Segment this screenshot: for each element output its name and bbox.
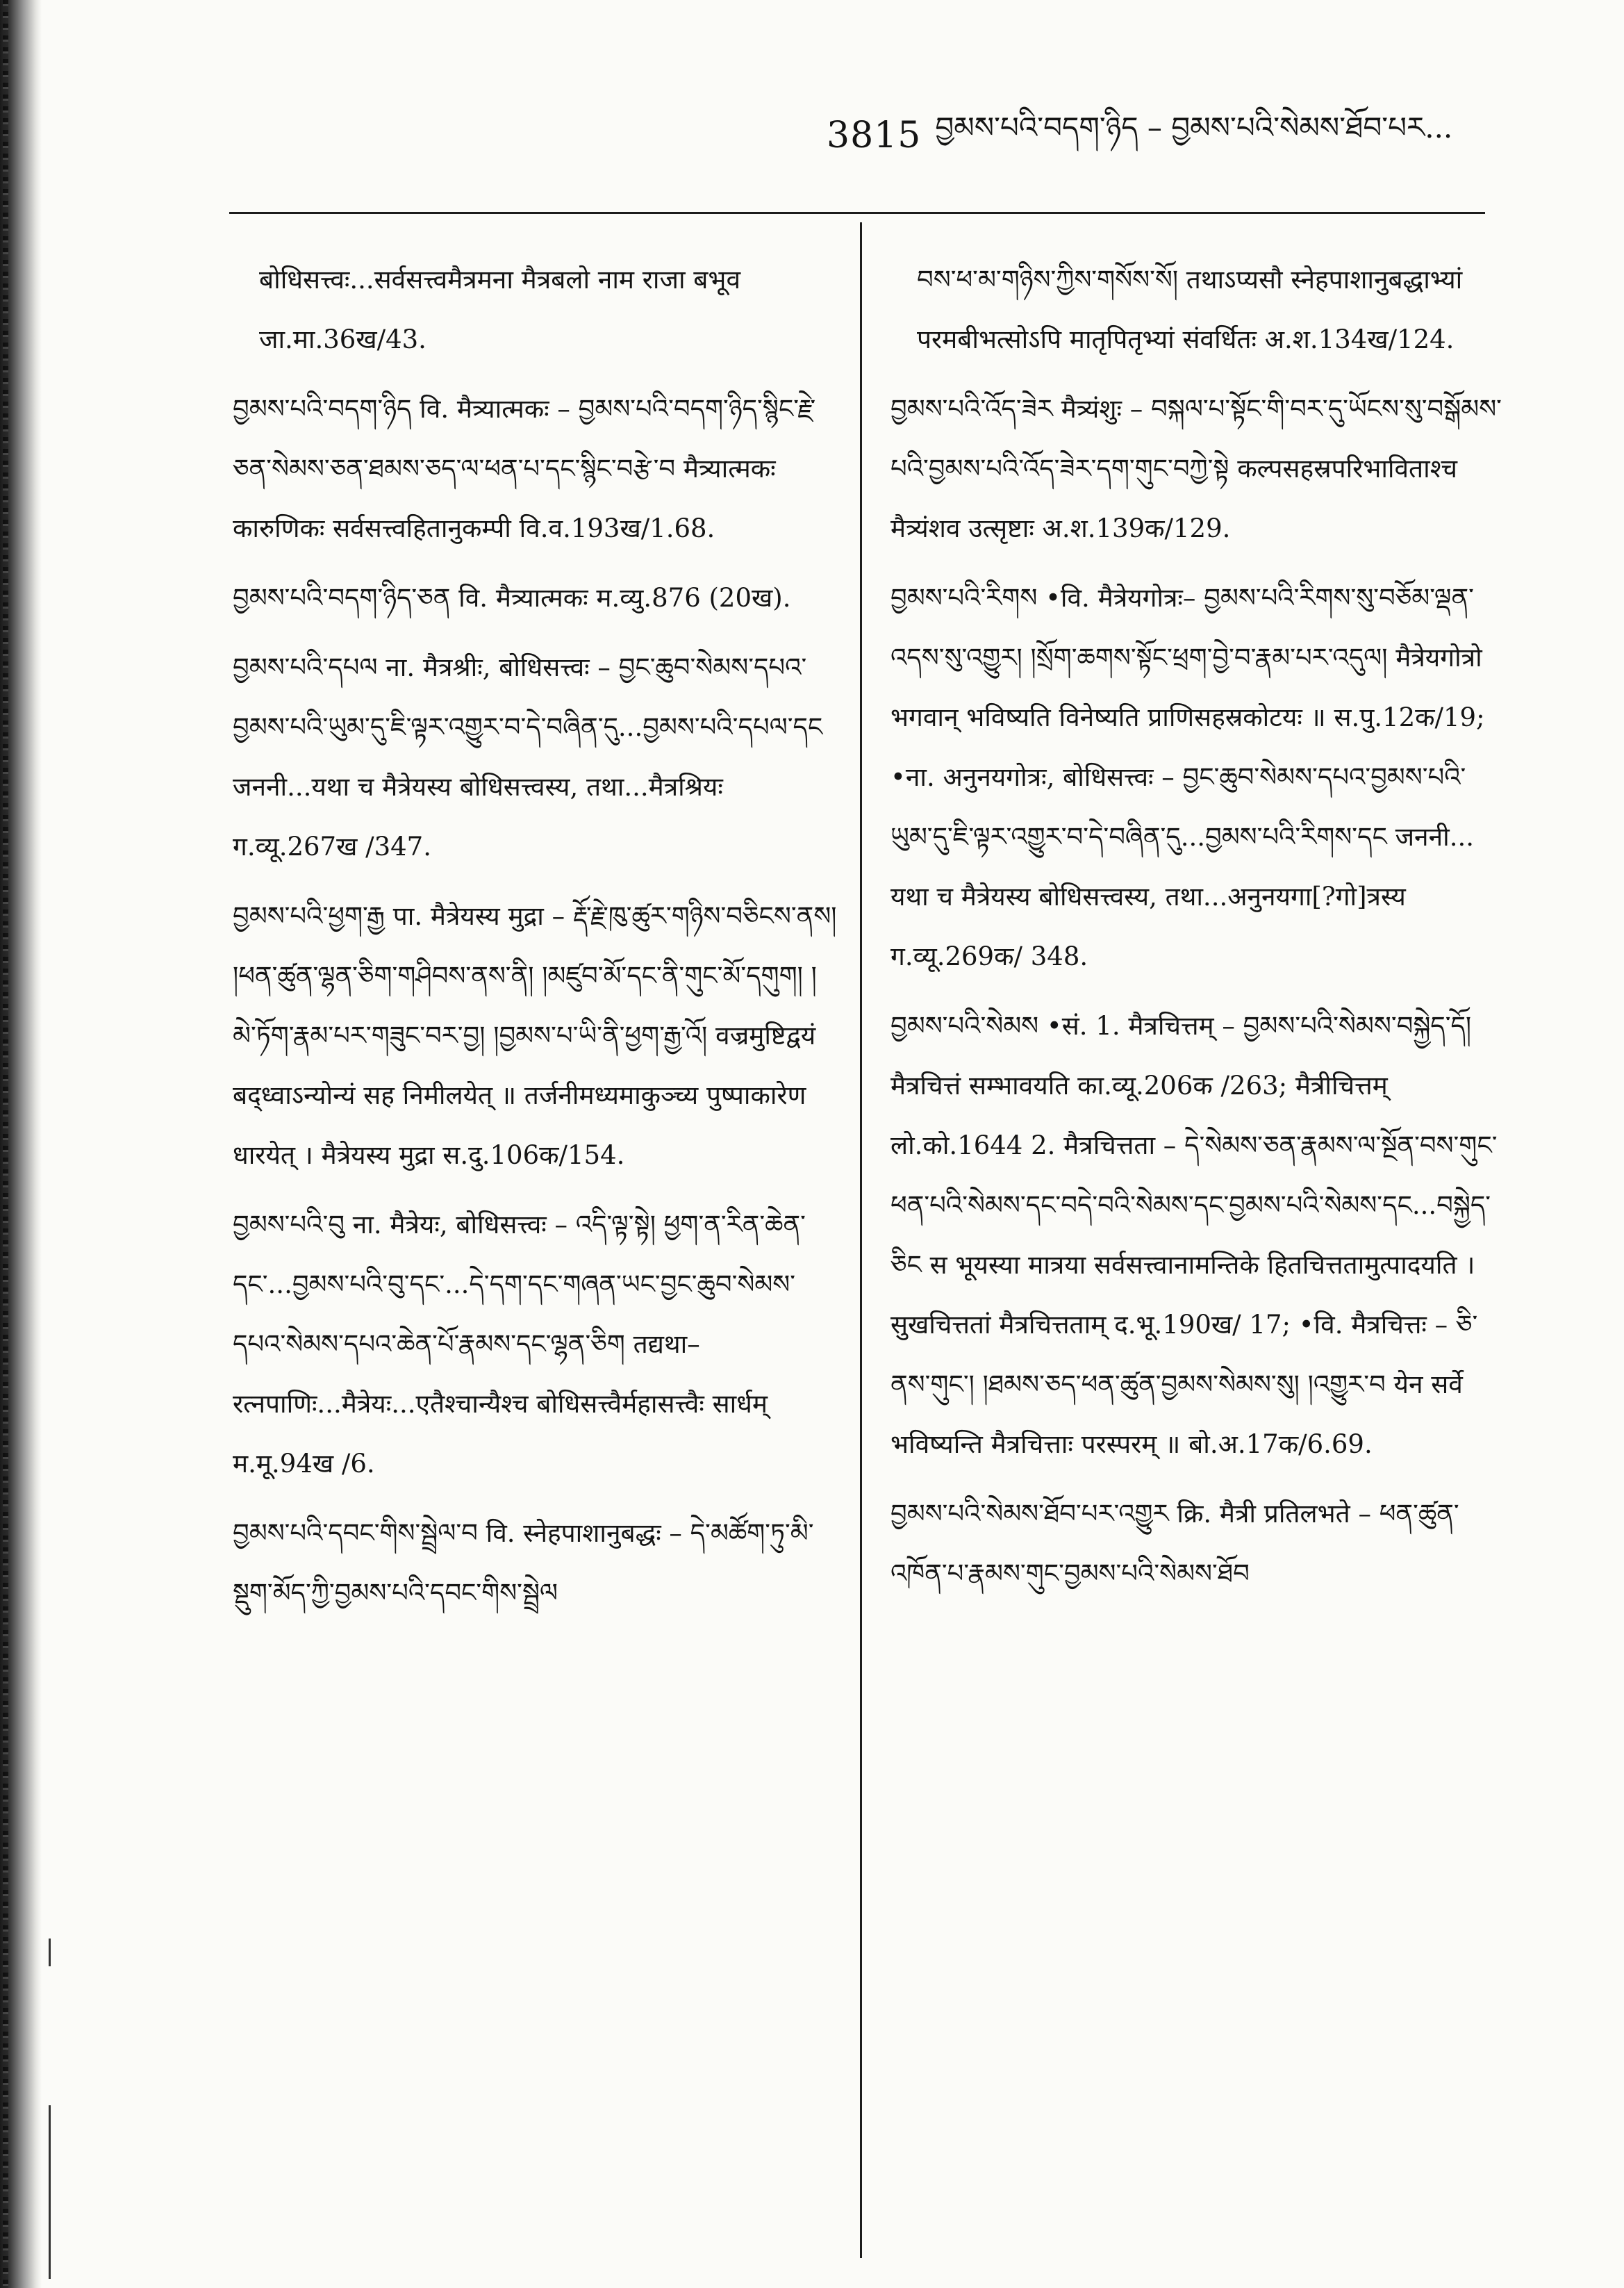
book-binding-shadow [0,0,42,2288]
column-divider [860,222,862,2258]
dictionary-entry [233,1504,837,1623]
dictionary-entry [890,568,1502,987]
entry-text: བྱམས་པའི་འོད་ཟེར मैत्र्यंशुः – བསྐལ་པ་སྟོང་གི་བར་དུ་ཡོངས་སུ་བསྒོམས་པའི་བྱམས་པའི་འོད་ཟེར་དག་གུང་བཀྱེ་སྟེ कल्पसहस्रपरिभाविताश्च मैत्र्यंशव उत्सृष्टाः अ.श.139क/129. [890,394,1502,543]
entry-text: བྱམས་པའི་སེམས་ཐོབ་པར་འགྱུར क्रि. मैत्री प्रतिलभते – ཕན་ཚུན་འཁོན་པ་རྣམས་གུང་བྱམས་པའི་སེམས་ཐོབ [890,1499,1459,1588]
entry-text: བྱམས་པའི་བདག་ཉིད वि. मैत्र्यात्मकः – བྱམས་པའི་བདག་ཉིད་སྙིང་རྗེ་ཅན་སེམས་ཅན་ཐམས་ཅད་ལ་ཕན་པ་དང་སྙིང་བརྩེ་བ मैत्र्यात्मकः कारुणिकः सर्वसत्त्वहितानुकम्पी वि.व.193ख/1.68. [233,394,816,543]
page-number: 3815 [827,115,922,156]
entry-text: བྱམས་པའི་རིགས •वि. मैत्रेयगोत्रः– བྱམས་པའི་རིགས་སུ་བཅོམ་ལྡན་འདས་སུ་འགྱུར། །སྲོག་ཆགས་སྟོང་ཕྲག་བྱེ་བ་རྣམ་པར་འདུལ། मैत्रेयगोत्रो भगवान् भविष्यति विनेष्यति प्राणिसहस्रकोटयः ॥ स.पु.12क/19; •ना. अनुनयगोत्रः, बोधिसत्त्वः – བྱང་ཆུབ་སེམས་དཔའ་བྱམས་པའི་ཡུམ་དུ་ཇི་ལྟར་འགྱུར་བ་དེ་བཞིན་དུ...བྱམས་པའི་རིགས་དང जननी... यथा च मैत्रेयस्य बोधिसत्त्वस्य, तथा...अनुनयगा[?गो]त्रस्य ग.व्यू.269क/ 348. [890,583,1485,971]
dictionary-entry [233,250,837,370]
dictionary-entry [890,1484,1502,1604]
entry-text: བྱམས་པའི་བདག་ཉིད་ཅན वि. मैत्र्यात्मकः म.व्यु.876 (20ख). [233,583,791,613]
running-head: བྱམས་པའི་བདག་ཉིད – བྱམས་པའི་སེམས་ཐོབ་པར... [935,110,1453,145]
dictionary-entry [233,887,837,1185]
left-column [233,250,837,2265]
dictionary-entry [233,379,837,559]
scan-mark [49,2105,51,2279]
entry-text: བྱམས་པའི་དབང་གིས་སྦྲེལ་བ वि. स्नेहपाशानुबद्धः – དེ་མཚོག་ཏུ་མི་སྡུག་མོད་ཀྱི་བྱམས་པའི་དབང་གིས་སྦྲེལ [233,1518,814,1608]
entry-text: བྱམས་པའི་ཕྱག་རྒྱ पा. मैत्रेयस्य मुद्रा – རྡོ་རྗེ་ཁུ་ཚུར་གཉིས་བཅིངས་ནས། །ཕན་ཚུན་ལྷན་ཅིག་གཤིབས་ནས་ནི། །མཛུབ་མོ་དང་ནི་གུང་མོ་དགུག། །མེ་ཏོག་རྣམ་པར་གཟུང་བར་བྱ། །བྱམས་པ་ཡི་ནི་ཕྱག་རྒྱ་འོ། वज्रमुष्टिद्वयं बद्ध्वाऽन्योन्यं सह निमीलयेत् ॥ तर्जनीमध्यमाकुञ्च्य पुष्पाकारेण धारयेत् । मैत्रेयस्य मुद्रा स.दु.106क/154. [233,901,837,1170]
entry-text: བྱམས་པའི་དཔལ ना. मैत्रश्रीः, बोधिसत्त्वः – བྱང་ཆུབ་སེམས་དཔའ་བྱམས་པའི་ཡུམ་དུ་ཇི་ལྟར་འགྱུར་བ་དེ་བཞིན་དུ...བྱམས་པའི་དཔལ་དང जननी...यथा च मैत्रेयस्य बोधिसत्त्वस्य, तथा...मैत्रश्रियः ग.व्यू.267ख /347. [233,652,823,862]
entry-text: བྱམས་པའི་བུ ना. मैत्रेयः, बोधिसत्त्वः – འདི་ལྟ་སྟེ། ཕྱག་ན་རིན་ཆེན་དང་...བྱམས་པའི་བུ་དང་...དེ་དག་དང་གཞན་ཡང་བྱང་ཆུབ་སེམས་དཔའ་སེམས་དཔའ་ཆེན་པོ་རྣམས་དང་ལྷན་ཅིག तद्यथा–रत्नपाणिः...मैत्रेयः...एतैश्चान्यैश्च बोधिसत्त्वैर्महासत्त्वैः सार्धम् म.मू.94ख /6. [233,1210,806,1479]
dictionary-entry [233,1195,837,1494]
header-rule [229,212,1485,214]
dictionary-entry [890,996,1502,1474]
page-header [827,104,1506,167]
dictionary-entry [233,568,837,628]
entry-text: बोधिसत्त्वः...सर्वसत्त्वमैत्रमना मैत्रबलो नाम राजा बभूव जा.मा.36ख/43. [259,265,741,354]
dictionary-entry [890,250,1502,370]
dictionary-entry [233,638,837,877]
entry-text: བས་ཕ་མ་གཉིས་ཀྱིས་གསོས་སོ། तथाऽप्यसौ स्नेहपाशानुबद्धाभ्यां परमबीभत्सोऽपि मातृपितृभ्यां संवर्धितः अ.श.134ख/124. [917,265,1463,354]
right-column [890,250,1502,2265]
scan-mark [49,1939,51,1966]
dictionary-entry [890,379,1502,559]
entry-text: བྱམས་པའི་སེམས •सं. 1. मैत्रचित्तम् – བྱམས་པའི་སེམས་བསྐྱེད་དོ། मैत्रचित्तं सम्भावयति का.व्यू.206क /263; मैत्रीचित्तम् लो.को.1644 2. मैत्रचित्तता – དེ་སེམས་ཅན་རྣམས་ལ་སྔོན་བས་གུང་ཕན་པའི་སེམས་དང་བདེ་བའི་སེམས་དང་བྱམས་པའི་སེམས་དང...བསྐྱེད་ཅིང स भूयस्या मात्रया सर्वसत्त्वानामन्तिके हितचित्ततामुत्पादयति । सुखचित्ततां मैत्रचित्तताम् द.भू.190ख/ 17; •वि. मैत्रचित्तः – ཅི་ནས་གུང་། །ཐམས་ཅད་ཕན་ཚུན་བྱམས་སེམས་སུ། །འགྱུར་བ येन सर्वे भविष्यन्ति मैत्रचित्ताः परस्परम् ॥ बो.अ.17क/6.69. [890,1011,1498,1459]
